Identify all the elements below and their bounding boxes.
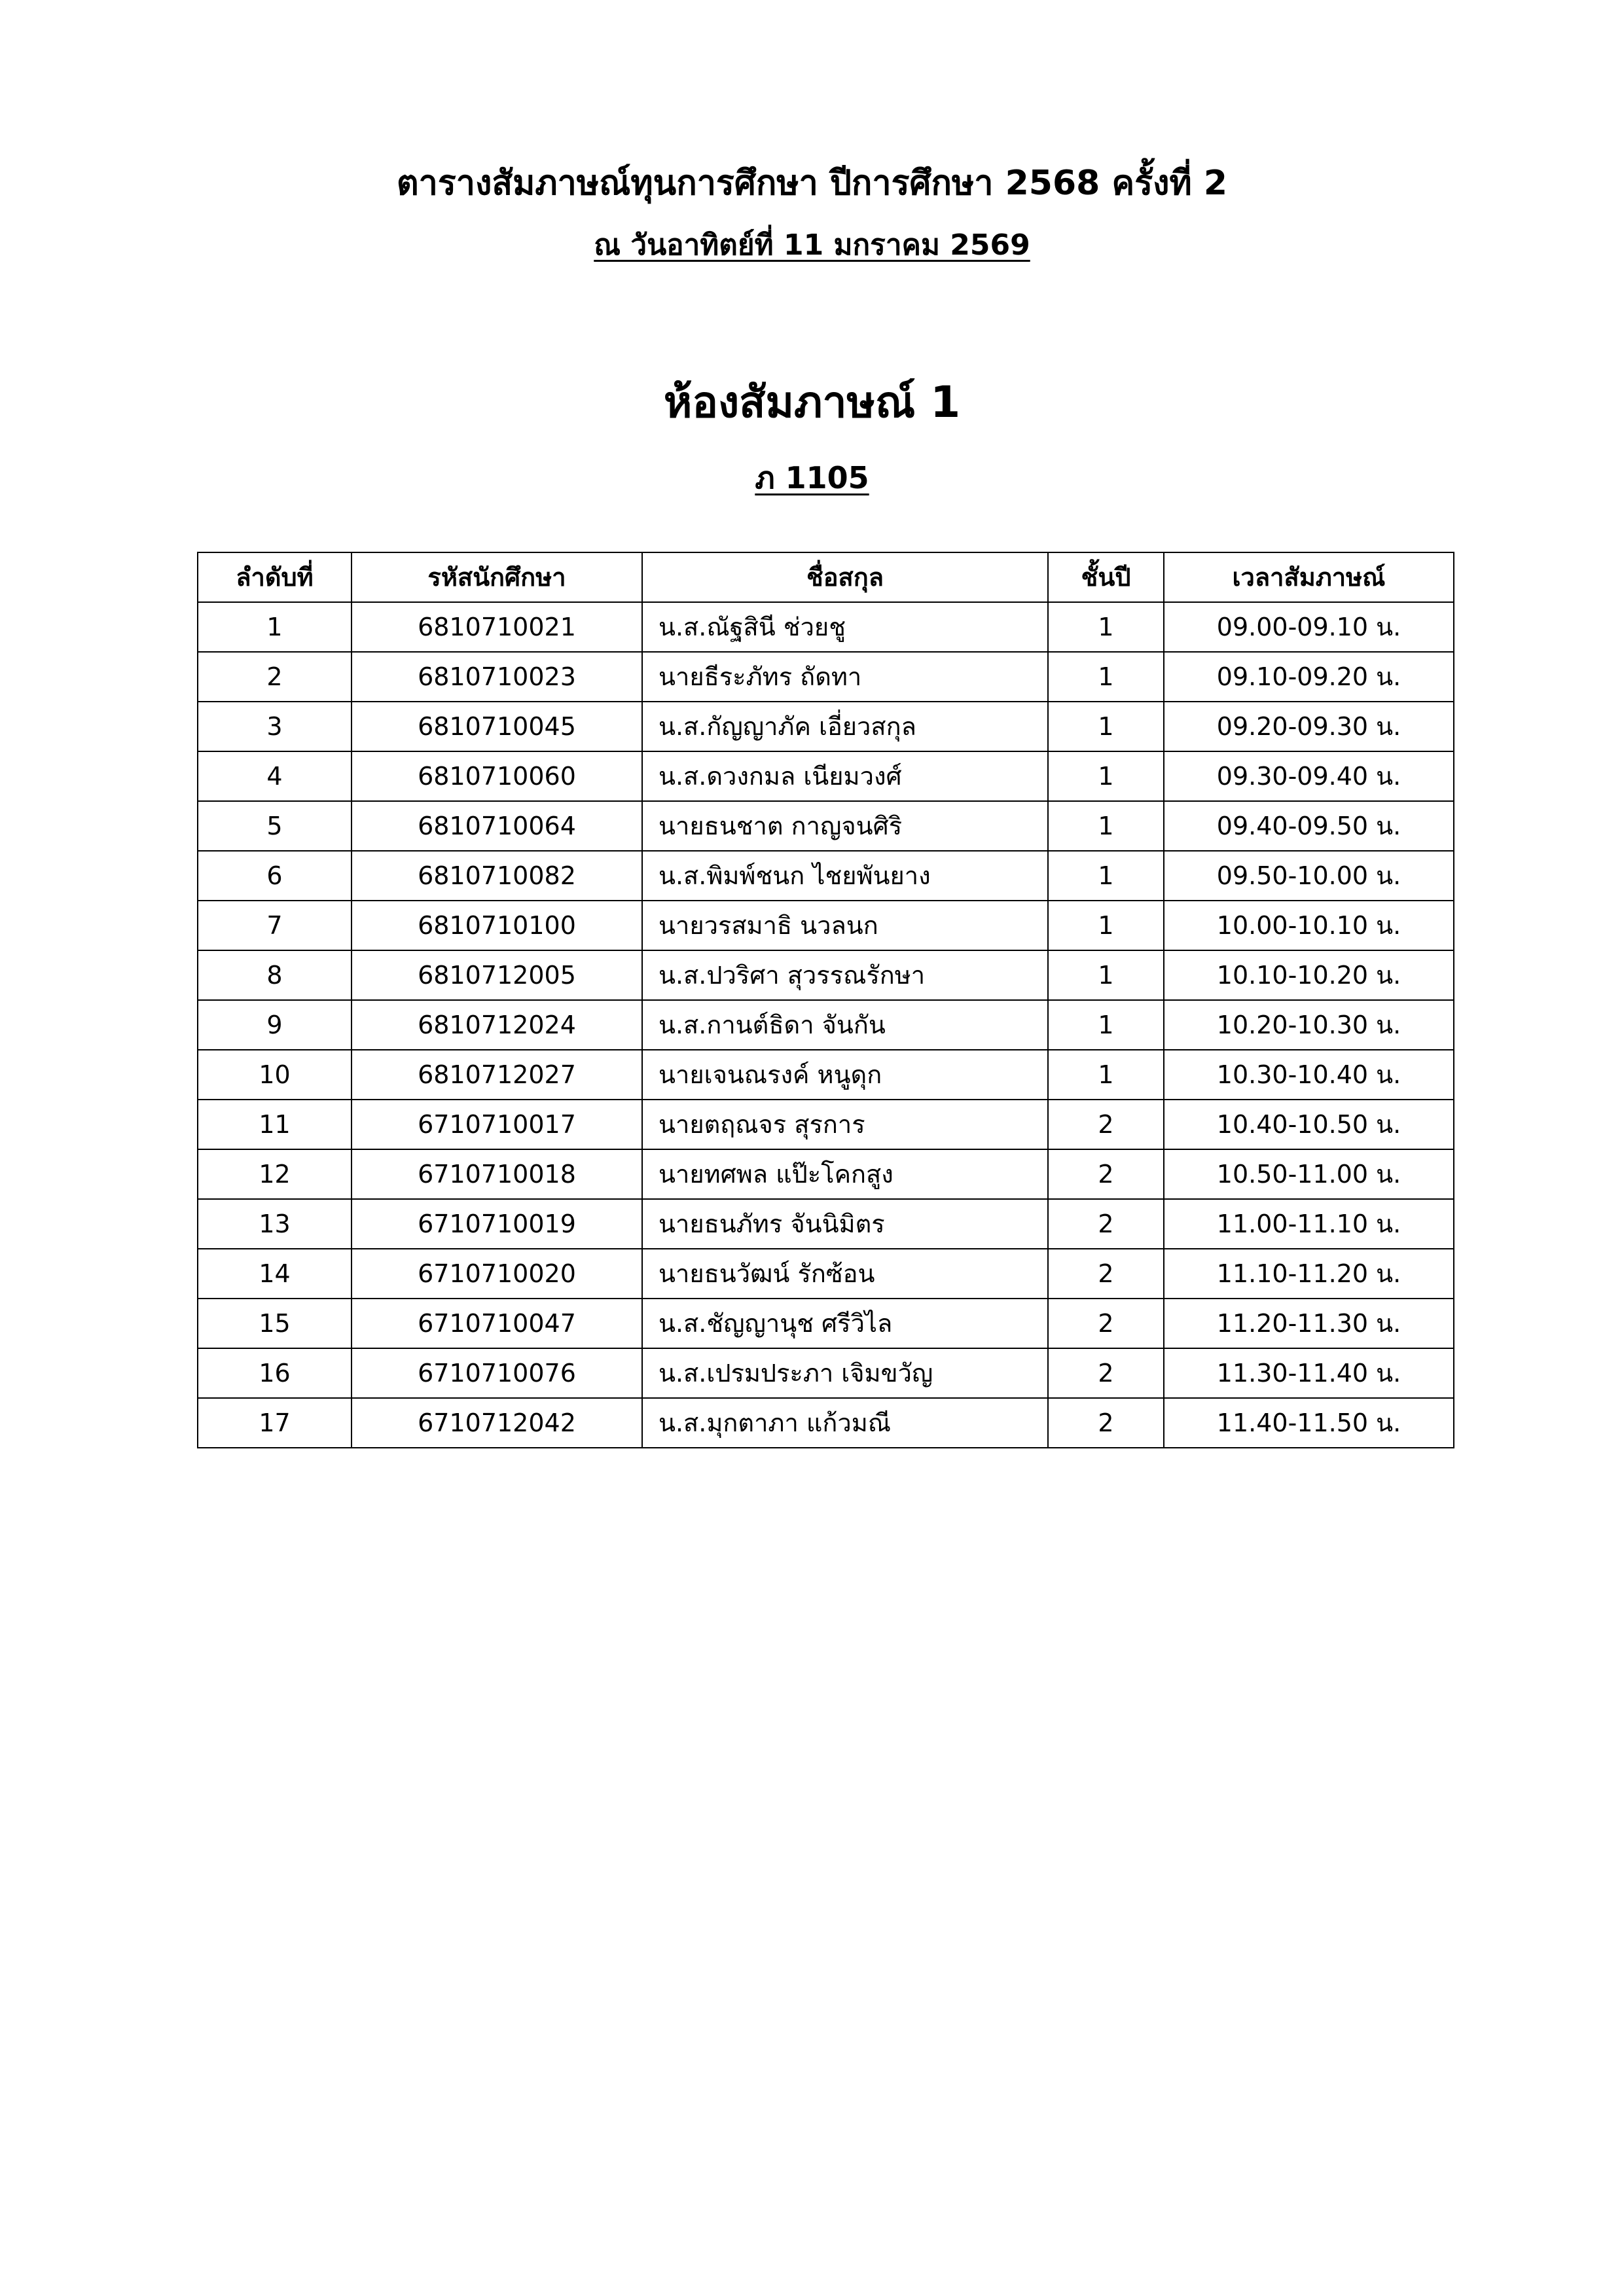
cell-time: 09.10-09.20 น. [1164, 652, 1454, 702]
table-row [198, 1149, 1454, 1199]
cell-no: 14 [198, 1249, 352, 1299]
cell-year: 2 [1048, 1348, 1164, 1398]
cell-time: 10.10-10.20 น. [1164, 950, 1454, 1000]
table-row [198, 901, 1454, 950]
interview-schedule-table [197, 552, 1454, 1448]
interview-date [0, 223, 1624, 268]
cell-no: 4 [198, 751, 352, 801]
cell-name: นายธนภัทร จันนิมิตร [642, 1199, 1048, 1249]
cell-no: 13 [198, 1199, 352, 1249]
cell-name: น.ส.ดวงกมล เนียมวงศ์ [642, 751, 1048, 801]
table-row [198, 851, 1454, 901]
table-row [198, 1249, 1454, 1299]
cell-year: 2 [1048, 1398, 1164, 1448]
table-body [198, 602, 1454, 1448]
cell-name: น.ส.พิมพ์ชนก ไชยพันยาง [642, 851, 1048, 901]
cell-time: 10.30-10.40 น. [1164, 1050, 1454, 1100]
cell-student-id: 6810710100 [352, 901, 642, 950]
table-row [198, 652, 1454, 702]
header-time: เวลาสัมภาษณ์ [1164, 552, 1454, 602]
table-row [198, 801, 1454, 851]
cell-name: นายตฤณจร สุรการ [642, 1100, 1048, 1149]
table-row [198, 1348, 1454, 1398]
cell-no: 15 [198, 1299, 352, 1348]
table-row [198, 1000, 1454, 1050]
cell-year: 2 [1048, 1199, 1164, 1249]
cell-name: นายเจนณรงค์ หนูดุก [642, 1050, 1048, 1100]
interview-date-text: ณ วันอาทิตย์ที่ 11 มกราคม 2569 [594, 228, 1030, 262]
cell-name: นายทศพล แป๊ะโคกสูง [642, 1149, 1048, 1199]
cell-no: 9 [198, 1000, 352, 1050]
header-year: ชั้นปี [1048, 552, 1164, 602]
cell-name: นายธีระภัทร ถัดทา [642, 652, 1048, 702]
cell-name: นายวรสมาธิ นวลนก [642, 901, 1048, 950]
cell-student-id: 6810710064 [352, 801, 642, 851]
cell-no: 5 [198, 801, 352, 851]
cell-student-id: 6810710082 [352, 851, 642, 901]
room-title: ห้องสัมภาษณ์ 1 [663, 377, 961, 427]
cell-no: 10 [198, 1050, 352, 1100]
cell-name: น.ส.เปรมประภา เจิมขวัญ [642, 1348, 1048, 1398]
cell-year: 1 [1048, 1050, 1164, 1100]
table-row [198, 751, 1454, 801]
cell-student-id: 6810712024 [352, 1000, 642, 1050]
cell-time: 10.20-10.30 น. [1164, 1000, 1454, 1050]
table-row [198, 1050, 1454, 1100]
cell-year: 1 [1048, 1000, 1164, 1050]
cell-student-id: 6710712042 [352, 1398, 642, 1448]
table-row [198, 702, 1454, 751]
header-student-id: รหัสนักศึกษา [352, 552, 642, 602]
cell-student-id: 6710710047 [352, 1299, 642, 1348]
cell-no: 16 [198, 1348, 352, 1398]
cell-year: 1 [1048, 652, 1164, 702]
room-code [0, 455, 1624, 501]
table-row [198, 1199, 1454, 1249]
cell-no: 2 [198, 652, 352, 702]
cell-time: 09.00-09.10 น. [1164, 602, 1454, 652]
cell-no: 11 [198, 1100, 352, 1149]
document-title: ตารางสัมภาษณ์ทุนการศึกษา ปีการศึกษา 2568 ครั้งที่ 2 [396, 164, 1228, 203]
cell-name: นายธนวัฒน์ รักซ้อน [642, 1249, 1048, 1299]
cell-time: 11.30-11.40 น. [1164, 1348, 1454, 1398]
cell-student-id: 6810710045 [352, 702, 642, 751]
cell-name: น.ส.ปวริศา สุวรรณรักษา [642, 950, 1048, 1000]
cell-name: นายธนชาต กาญจนศิริ [642, 801, 1048, 851]
cell-name: น.ส.กานต์ธิดา จันกัน [642, 1000, 1048, 1050]
cell-time: 11.40-11.50 น. [1164, 1398, 1454, 1448]
cell-time: 09.30-09.40 น. [1164, 751, 1454, 801]
cell-no: 12 [198, 1149, 352, 1199]
cell-student-id: 6810710060 [352, 751, 642, 801]
cell-no: 6 [198, 851, 352, 901]
header-no: ลำดับที่ [198, 552, 352, 602]
cell-no: 3 [198, 702, 352, 751]
cell-no: 7 [198, 901, 352, 950]
cell-year: 1 [1048, 851, 1164, 901]
cell-year: 1 [1048, 602, 1164, 652]
cell-student-id: 6710710020 [352, 1249, 642, 1299]
cell-no: 1 [198, 602, 352, 652]
cell-time: 09.50-10.00 น. [1164, 851, 1454, 901]
table-row [198, 602, 1454, 652]
cell-time: 11.00-11.10 น. [1164, 1199, 1454, 1249]
cell-student-id: 6710710017 [352, 1100, 642, 1149]
table-row [198, 1398, 1454, 1448]
cell-student-id: 6810712005 [352, 950, 642, 1000]
cell-name: น.ส.มุกตาภา แก้วมณี [642, 1398, 1048, 1448]
cell-no: 8 [198, 950, 352, 1000]
cell-time: 10.40-10.50 น. [1164, 1100, 1454, 1149]
cell-time: 11.10-11.20 น. [1164, 1249, 1454, 1299]
table-row [198, 1299, 1454, 1348]
cell-time: 09.40-09.50 น. [1164, 801, 1454, 851]
cell-time: 10.50-11.00 น. [1164, 1149, 1454, 1199]
cell-year: 1 [1048, 751, 1164, 801]
cell-time: 09.20-09.30 น. [1164, 702, 1454, 751]
room-code-text: ภ 1105 [755, 460, 869, 495]
cell-name: น.ส.ชัญญานุช ศรีวิไล [642, 1299, 1048, 1348]
cell-student-id: 6810710021 [352, 602, 642, 652]
cell-student-id: 6710710018 [352, 1149, 642, 1199]
cell-year: 2 [1048, 1149, 1164, 1199]
cell-student-id: 6710710019 [352, 1199, 642, 1249]
cell-time: 10.00-10.10 น. [1164, 901, 1454, 950]
cell-year: 1 [1048, 702, 1164, 751]
cell-student-id: 6710710076 [352, 1348, 642, 1398]
cell-year: 2 [1048, 1100, 1164, 1149]
cell-year: 1 [1048, 901, 1164, 950]
cell-name: น.ส.ณัฐสินี ช่วยชู [642, 602, 1048, 652]
cell-no: 17 [198, 1398, 352, 1448]
header-name: ชื่อสกุล [642, 552, 1048, 602]
cell-year: 2 [1048, 1299, 1164, 1348]
cell-year: 1 [1048, 950, 1164, 1000]
cell-year: 1 [1048, 801, 1164, 851]
cell-year: 2 [1048, 1249, 1164, 1299]
cell-name: น.ส.กัญญาภัค เอี่ยวสกุล [642, 702, 1048, 751]
cell-student-id: 6810710023 [352, 652, 642, 702]
table-row [198, 1100, 1454, 1149]
cell-time: 11.20-11.30 น. [1164, 1299, 1454, 1348]
cell-student-id: 6810712027 [352, 1050, 642, 1100]
table-row [198, 950, 1454, 1000]
table-header-row [198, 552, 1454, 602]
